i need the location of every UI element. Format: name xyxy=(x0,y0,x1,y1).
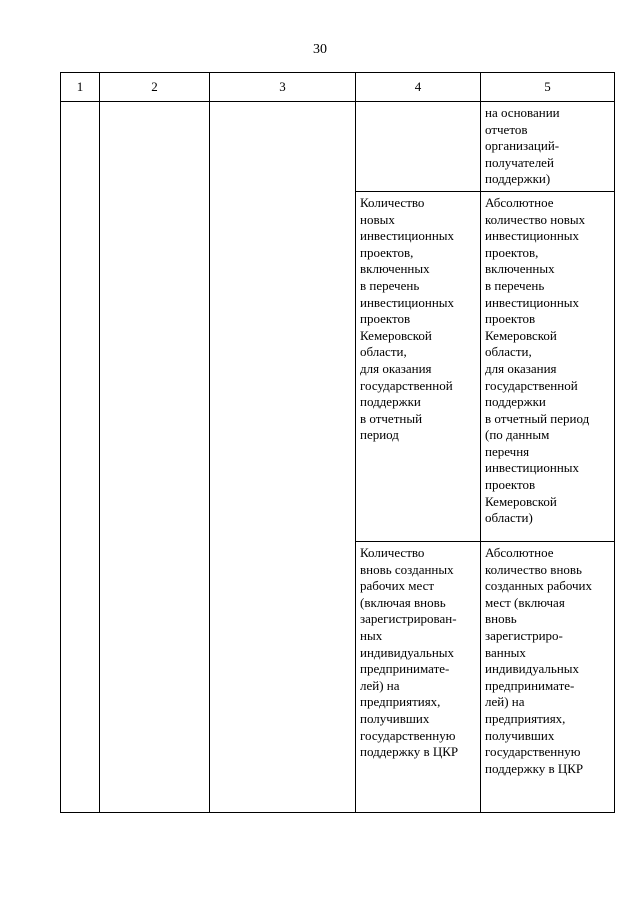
indicator-name-text: Количество вновь созданных рабочих мест (включая вновь зарегистрирован- ных индивидуальных предпринимате- лей) на предприятиях, получивших государственную поддержку в ЦКР xyxy=(360,544,459,760)
table-row xyxy=(61,102,615,192)
table-cell-col5 xyxy=(481,102,615,192)
indicator-name-text: Количество новых инвестиционных проектов, включенных в перечень инвестиционных проектов Кемеровской области, для оказания государственной поддержки в отчетный период xyxy=(360,194,455,443)
column-header-5: 5 xyxy=(481,73,615,102)
document-table xyxy=(60,72,615,813)
table-cell-col5 xyxy=(481,541,615,812)
indicator-method-text: Абсолютное количество вновь созданных рабочих мест (включая вновь зарегистриро- ванных индивидуальных предпринимате- лей) на предприятиях, получивших государственную поддержку в ЦКР xyxy=(485,544,592,776)
table-header-row xyxy=(61,73,615,102)
page-number: 30 xyxy=(313,42,327,57)
table-cell-col4 xyxy=(356,191,481,541)
indicator-method-text: Абсолютное количество новых инвестиционных проектов, включенных в перечень инвестиционных проектов Кемеровской области, для оказания государственной поддержки в отчетный период (по данным перечня инвестиционных проектов Кемеровской области) xyxy=(485,194,590,526)
cell-text: на основании отчетов организаций- получателей поддержки) xyxy=(485,105,560,187)
column-header-2: 2 xyxy=(100,73,210,102)
column-header-3: 3 xyxy=(210,73,356,102)
column-header-4: 4 xyxy=(356,73,481,102)
table-cell-col2 xyxy=(100,102,210,813)
table-cell-col1 xyxy=(61,102,100,813)
table-cell-col5 xyxy=(481,191,615,541)
table-cell-col4 xyxy=(356,102,481,192)
table-cell-col3 xyxy=(210,102,356,813)
column-header-1: 1 xyxy=(61,73,100,102)
table-cell-col4 xyxy=(356,541,481,812)
